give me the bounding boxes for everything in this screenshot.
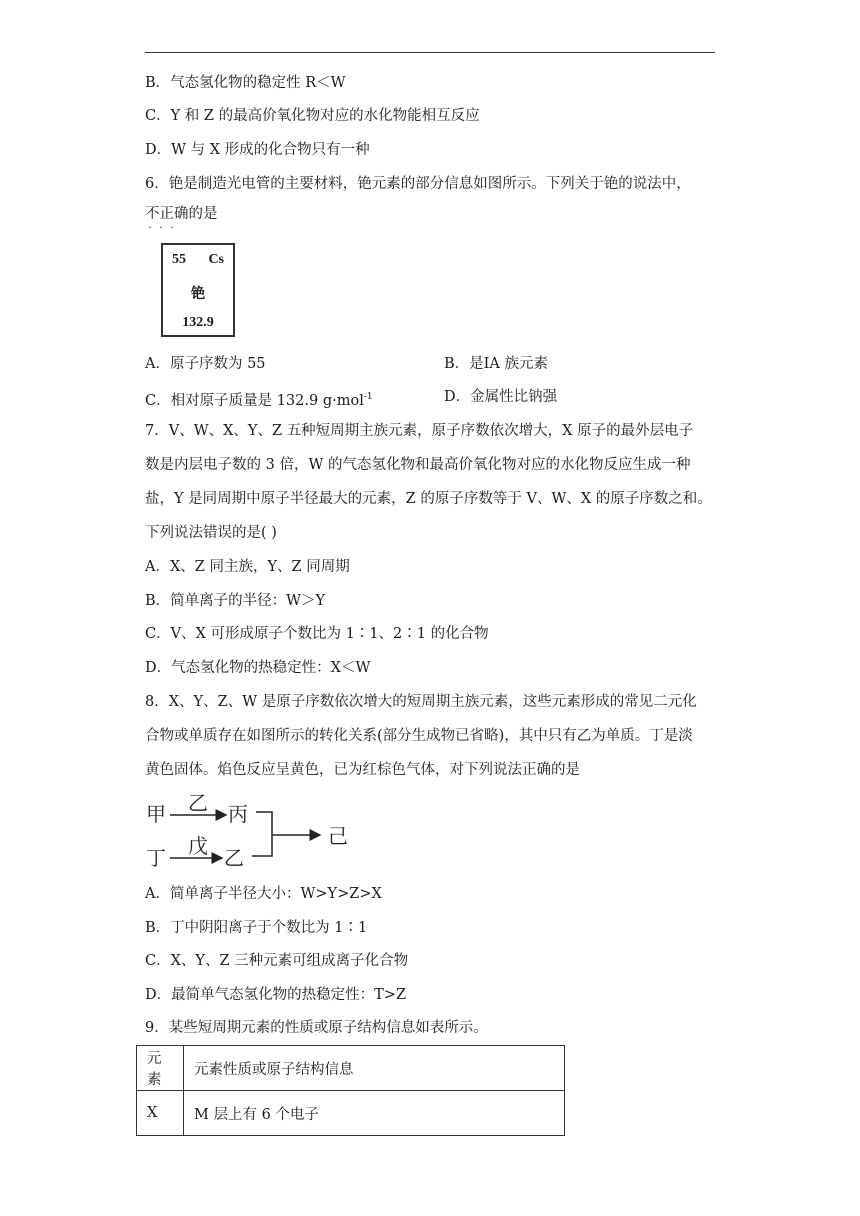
q7-option-c: C．V、X 可形成原子个数比为 1∶1、2∶1 的化合物 [145, 626, 489, 642]
emphasis-dots: · · · [148, 223, 174, 234]
q8-stem-3: 黄色固体。焰色反应呈黄色，已为红棕色气体，对下列说法正确的是 [145, 762, 580, 778]
table-header-cell: 元素性质或原子结构信息 [184, 1046, 565, 1091]
q6-option-c: C．相对原子质量是 132.9 g·mol$^{-1}$ [145, 392, 373, 409]
q5-option-b: B．气态氢化物的稳定性 R＜W [145, 75, 346, 91]
element-name: 铯 [191, 286, 205, 302]
table-cell: M 层上有 6 个电子 [184, 1091, 565, 1136]
label-ji: 己 [328, 824, 348, 848]
table-header-row [137, 1046, 565, 1091]
label-yi-bottom: 乙 [224, 846, 244, 870]
atomic-mass: 132.9 [182, 315, 214, 330]
q7-option-d: D．气态氢化物的热稳定性：X＜W [145, 660, 371, 676]
q8-option-d: D．最简单气态氢化物的热稳定性：T>Z [145, 987, 407, 1003]
q5-option-c: C．Y 和 Z 的最高价氧化物对应的水化物能相互反应 [145, 108, 480, 124]
q7-stem-2: 数是内层电子数的 3 倍，W 的气态氢化物和最高价氧化物对应的水化物反应生成一种 [145, 457, 691, 473]
q5-option-d: D．W 与 X 形成的化合物只有一种 [145, 142, 370, 158]
label-ding: 丁 [146, 846, 166, 870]
label-wu: 戊 [188, 834, 208, 858]
q8-option-a: A．简单离子半径大小：W>Y>Z>X [145, 886, 382, 902]
label-bing: 丙 [228, 802, 248, 826]
element-info-table [136, 1045, 565, 1136]
q8-option-b: B．丁中阴阳离子于个数比为 1∶1 [145, 920, 368, 936]
q8-stem-1: 8．X、Y、Z、W 是原子序数依次增大的短周期主族元素，这些元素形成的常见二元化 [145, 694, 697, 710]
q6-option-d: D．金属性比钠强 [444, 389, 558, 405]
label-yi-top: 乙 [188, 791, 208, 815]
q9-stem: 9．某些短周期元素的性质或原子结构信息如表所示。 [145, 1020, 488, 1036]
q8-stem-2: 合物或单质存在如图所示的转化关系(部分生成物已省略)，其中只有乙为单质。丁是淡 [145, 728, 693, 744]
atomic-number: 55 [172, 252, 186, 267]
q6-stem-line2: 不正确 · · · 的是 [145, 204, 218, 224]
table-cell: X [137, 1091, 184, 1136]
element-symbol: Cs [208, 252, 224, 267]
q8-option-c: C．X、Y、Z 三种元素可组成离子化合物 [145, 953, 409, 969]
header-rule [145, 52, 715, 53]
bracket [252, 812, 272, 856]
table-header-cell: 元素 [137, 1046, 184, 1091]
table-row [137, 1091, 565, 1136]
q6-option-a: A．原子序数为 55 [145, 356, 266, 372]
q7-stem-3: 盐，Y 是同周期中原子半径最大的元素，Z 的原子序数等于 V、W、X 的原子序数之和。 [145, 491, 712, 507]
q7-stem-4: 下列说法错误的是( ) [145, 525, 277, 541]
conversion-diagram [140, 788, 360, 873]
q7-option-a: A．X、Z 同主族，Y、Z 同周期 [145, 559, 350, 575]
q6-stem: 6．铯是制造光电管的主要材料，铯元素的部分信息如图所示。下列关于铯的说法中， [145, 176, 691, 192]
label-jia: 甲 [146, 802, 166, 826]
element-card [161, 243, 235, 337]
q7-stem-1: 7．V、W、X、Y、Z 五种短周期主族元素，原子序数依次增大，X 原子的最外层电子 [145, 423, 694, 439]
emphasis-text: 不正确 · · · [145, 206, 189, 222]
q6-option-b: B．是ⅠA 族元素 [444, 356, 548, 372]
q7-option-b: B．简单离子的半径：W＞Y [145, 593, 326, 609]
